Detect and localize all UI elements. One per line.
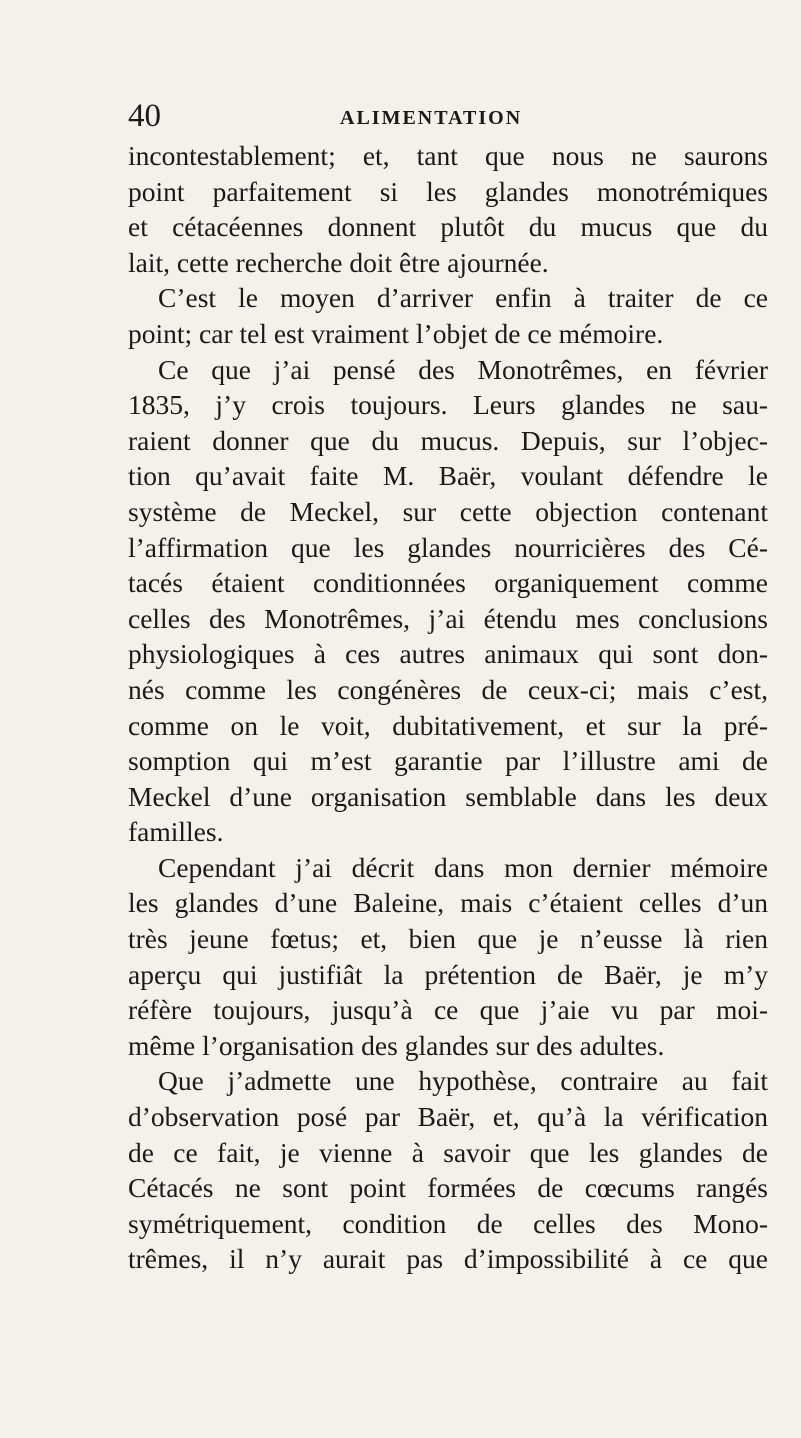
text-line: système de Meckel, sur cette objection contenant: [128, 495, 768, 527]
text-line: point parfaitement si les glandes monotrémiques: [128, 175, 768, 207]
text-line: somption qui m’est garantie par l’illustre ami de: [128, 745, 768, 777]
page-header: [128, 96, 768, 136]
text-line: Cétacés ne sont point formées de cœcums rangés: [128, 1172, 768, 1204]
text-line: et cétacéennes donnent plutôt du mucus que du: [128, 211, 768, 243]
text-line: tion qu’avait faite M. Baër, voulant défendre le: [128, 460, 768, 492]
text-line: incontestablement; et, tant que nous ne saurons: [128, 140, 768, 171]
text-line: Meckel d’une organisation semblable dans les deux: [128, 780, 768, 812]
text-line: physiologiques à ces autres animaux qui sont don-: [128, 638, 768, 670]
text-line: trêmes, il n’y aurait pas d’impossibilité à ce que: [128, 1243, 768, 1275]
text-line: aperçu qui justifiât la prétention de Baër, je m’y: [128, 958, 768, 990]
page-number: 40: [128, 98, 161, 134]
text-line: Ce que j’ai pensé des Monotrêmes, en février: [158, 353, 768, 385]
text-line: d’observation posé par Baër, et, qu’à la vérification: [128, 1101, 768, 1133]
text-line: réfère toujours, jusqu’à ce que j’aie vu par moi-: [128, 994, 768, 1026]
text-line: lait, cette recherche doit être ajournée.: [128, 246, 549, 278]
text-line: raient donner que du mucus. Depuis, sur l’objec-: [128, 424, 768, 456]
text-line: 1835, j’y crois toujours. Leurs glandes ne sau-: [128, 389, 768, 421]
text-line: C’est le moyen d’arriver enfin à traiter de ce: [158, 282, 768, 314]
text-line: celles des Monotrêmes, j’ai étendu mes conclusions: [128, 602, 768, 634]
text-line: symétriquement, condition de celles des Mono-: [128, 1207, 768, 1239]
text-line: les glandes d’une Baleine, mais c’étaient celles d’un: [128, 887, 768, 919]
text-line: comme on le voit, dubitativement, et sur la pré-: [128, 709, 768, 741]
text-line: tacés étaient conditionnées organiquement comme: [128, 567, 768, 599]
text-line: même l’organisation des glandes sur des adultes.: [128, 1029, 665, 1061]
text-line: l’affirmation que les glandes nourricières des Cé-: [128, 531, 768, 563]
text-line: familles.: [128, 816, 224, 848]
text-line: de ce fait, je vienne à savoir que les glandes de: [128, 1136, 768, 1168]
running-head: ALIMENTATION: [340, 107, 523, 129]
text-line: point; car tel est vraiment l’objet de ce mémoire.: [128, 317, 664, 349]
text-line: très jeune fœtus; et, bien que je n’eusse là rien: [128, 923, 768, 955]
text-line: Que j’admette une hypothèse, contraire au fait: [158, 1065, 768, 1097]
body-text: [128, 138, 768, 1277]
text-line: nés comme les congénères de ceux-ci; mais c’est,: [128, 673, 768, 705]
text-line: Cependant j’ai décrit dans mon dernier mémoire: [158, 851, 768, 883]
